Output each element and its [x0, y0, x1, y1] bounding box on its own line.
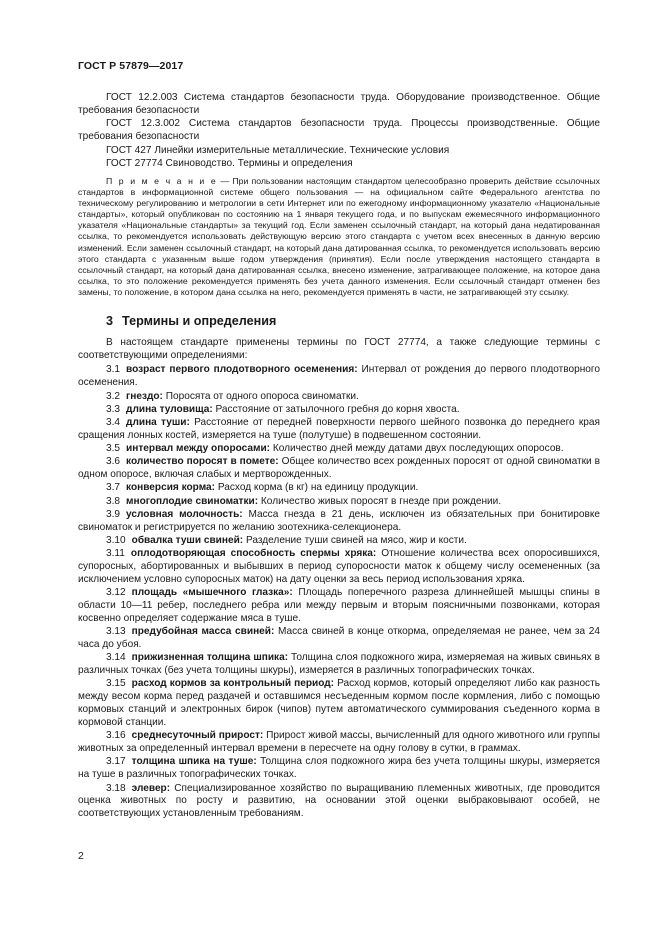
term-name: интервал между опоросами: [126, 443, 271, 455]
term-entry [78, 443, 600, 456]
term-name: элевер: [131, 782, 171, 794]
term-number: 3.4 [106, 416, 121, 428]
term-definition: Количество дней между датами двух последующих опоросов. [270, 443, 564, 455]
term-definition: Разделение туши свиней на мясо, жир и кости. [243, 534, 467, 546]
term-definition: Поросята от одного опороса свиноматки. [162, 390, 359, 402]
term-name: количество поросят в помете: [126, 456, 279, 468]
term-name: условная молочность: [126, 508, 243, 520]
reference-item: ГОСТ 12.2.003 Система стандартов безопасности труда. Оборудование производственное. Общие требования безопасности [78, 92, 600, 116]
term-name: обвалка туши свиней: [131, 534, 244, 546]
term-number: 3.15 [106, 678, 126, 690]
term-number: 3.17 [106, 756, 126, 768]
term-entry [78, 456, 600, 482]
term-definition: Расход корма (в кг) на единицу продукции. [215, 482, 419, 494]
term-number: 3.12 [106, 587, 126, 599]
term-definition: Отношение количества всех опоросившихся, супоросных, абортированных и выбывших в период супоросности маток к общему числу осемененных (за исключением условно супоросных маток) на дату оценки за весь период использования хряка. [78, 548, 600, 585]
term-entry [78, 652, 600, 678]
term-number: 3.14 [106, 652, 126, 664]
term-name: расход кормов за контрольный период: [131, 678, 335, 690]
page-number: 2 [78, 850, 84, 862]
reference-item: ГОСТ 12.3.002 Система стандартов безопасности труда. Процессы производственные. Общие требования безопасности [78, 118, 600, 143]
term-definition: Масса гнезда в 21 день, исключен из обязательных при бонитировке свиноматок и регистрируется по желанию зоотехника-селекционера. [78, 508, 600, 533]
document-header: ГОСТ Р 57879—2017 [78, 60, 184, 72]
term-name: длина туловища: [126, 403, 213, 415]
term-list [78, 364, 600, 821]
reference-item: ГОСТ 427 Линейки измерительные металлические. Технические условия [106, 144, 450, 156]
term-number: 3.5 [106, 443, 121, 455]
term-definition: Толщина слоя подкожного жира, измеряемая на живых свиньях в различных точках (без учета толщины шкуры), измеряется в различных топографических точках. [78, 652, 600, 677]
term-entry [78, 391, 600, 404]
term-entry [78, 364, 600, 390]
term-number: 3.13 [106, 626, 126, 638]
term-name: предубойная масса свиней: [131, 626, 275, 638]
term-number: 3.7 [106, 482, 121, 494]
term-entry [78, 678, 600, 730]
term-entry [78, 548, 600, 587]
term-name: площадь «мышечного глазка»: [131, 587, 293, 599]
term-definition: Специализированное хозяйство по выращиванию племенных животных, где проводится оценка животных по росту и развитию, на основании этой оценки выбраковывают особей, не соответствующих установленным требованиям. [78, 782, 600, 820]
term-entry [78, 496, 600, 509]
term-number: 3.6 [106, 456, 121, 468]
term-definition: Количество живых поросят в гнезде при рождении. [258, 495, 502, 507]
term-name: длина туши: [126, 416, 190, 428]
term-name: прижизненная толщина шпика: [131, 652, 289, 664]
term-number: 3.3 [106, 403, 121, 415]
term-name: возраст первого плодотворного осеменения: [126, 364, 358, 376]
term-definition: Прирост живой массы, вычисленный для одного животного или группы животных за определенный интервал времени в пересчете на одну голову в сутки, в граммах. [78, 730, 600, 755]
term-name: толщина шпика на туше: [131, 756, 257, 768]
term-name: многоплодие свиноматки: [126, 495, 259, 507]
term-number: 3.16 [106, 730, 126, 742]
term-entry [78, 509, 600, 535]
section-number: 3 [106, 313, 114, 328]
page-content [78, 92, 600, 822]
term-entry [78, 417, 600, 443]
term-definition: Интервал от рождения до первого плодотворного осеменения. [78, 364, 600, 389]
note-text: — При пользовании настоящим стандартом целесообразно проверить действие ссылочных стандартов в информационной системе общего пользования — на официальном сайте Федерального агентства по техническому регулированию и метрологии в сети Интернет или по ежегодному информационному указателю «Национальные стандарты», который опубликован по состоянию на 1 января текущего года, и по выпускам ежемесячного информационного указателя «Национальные стандарты» за текущий год. Если заменен ссылочный стандарт, на который дана недатированная ссылка, то рекомендуется использовать действующую версию этого стандарта с учетом всех внесенных в данную версию изменений. Если заменен ссылочный стандарт, на который дана датированная ссылка, то рекомендуется использовать версию этого стандарта с указанным выше годом утверждения (принятия). Если после утверждения настоящего стандарта в ссылочный стандарт, на который дана датированная ссылка, внесено изменение, затрагивающее положение, на которое дана ссылка, то это положение рекомендуется применять без учета данного изменения. Если ссылочный стандарт отменен без замены, то положение, в котором дана ссылка на него, рекомендуется применять в части, не затрагивающей эту ссылку. [78, 176, 600, 297]
term-definition: Толщина слоя подкожного жира без учета толщины шкуры, измеряется на туше в различных топографических точках. [78, 756, 600, 781]
term-name: оплодотворяющая способность спермы хряка: [130, 548, 377, 560]
term-entry [78, 626, 600, 652]
reference-list [78, 92, 600, 171]
term-number: 3.10 [106, 534, 126, 546]
term-name: конверсия корма: [126, 482, 216, 494]
term-number: 3.11 [106, 548, 125, 560]
section-title: Термины и определения [122, 313, 277, 328]
term-entry [78, 404, 600, 417]
term-definition: Площадь поперечного разреза длиннейшей мышцы спины в области 10—11 ребер, последнего ребра или между первым и вторым поясничными позвонками, которая косвенно определяет содержание мяса в туше. [78, 587, 600, 624]
term-definition: Расстояние от затылочного гребня до корня хвоста. [212, 403, 460, 415]
term-definition: Масса свиней в конце откорма, определяемая не ранее, чем за 24 часа до убоя. [78, 626, 601, 651]
term-number: 3.2 [106, 390, 121, 402]
term-definition: Расстояние от передней поверхности первого шейного позвонка до переднего края сращения лонных костей, измеряется на туше (полутуше) в подвешенном состоянии. [78, 416, 600, 441]
term-definition: Расход кормов, который определяют либо как разность между весом корма перед раздачей и оставшимся несъеденным кормом после кормления, либо с помощью кормовых станций и электронных бирок (чипов) путем автоматического суммирования съеденного корма в кормовой станции. [78, 678, 600, 729]
term-entry [78, 783, 600, 822]
note-label: П р и м е ч а н и е [106, 176, 218, 187]
term-name: среднесуточный прирост: [131, 730, 264, 742]
term-number: 3.8 [106, 495, 121, 507]
term-entry [78, 587, 600, 626]
section-intro: В настоящем стандарте применены термины по ГОСТ 27774, а также следующие термины с соответствующими определениями: [78, 336, 600, 361]
term-number: 3.18 [106, 782, 126, 794]
term-entry [78, 482, 600, 495]
term-entry [78, 756, 600, 782]
term-number: 3.9 [106, 508, 121, 520]
reference-item: ГОСТ 27774 Свиноводство. Термины и определения [106, 158, 353, 170]
term-entry [78, 535, 600, 548]
term-name: гнездо: [126, 390, 163, 402]
section-heading [106, 315, 600, 328]
term-definition: Общее количество всех рожденных поросят от одной свиноматки в одном опоросе, включая слабых и мертворожденных. [78, 456, 601, 481]
term-entry [78, 730, 600, 756]
note-paragraph [78, 176, 600, 298]
term-number: 3.1 [106, 364, 121, 376]
